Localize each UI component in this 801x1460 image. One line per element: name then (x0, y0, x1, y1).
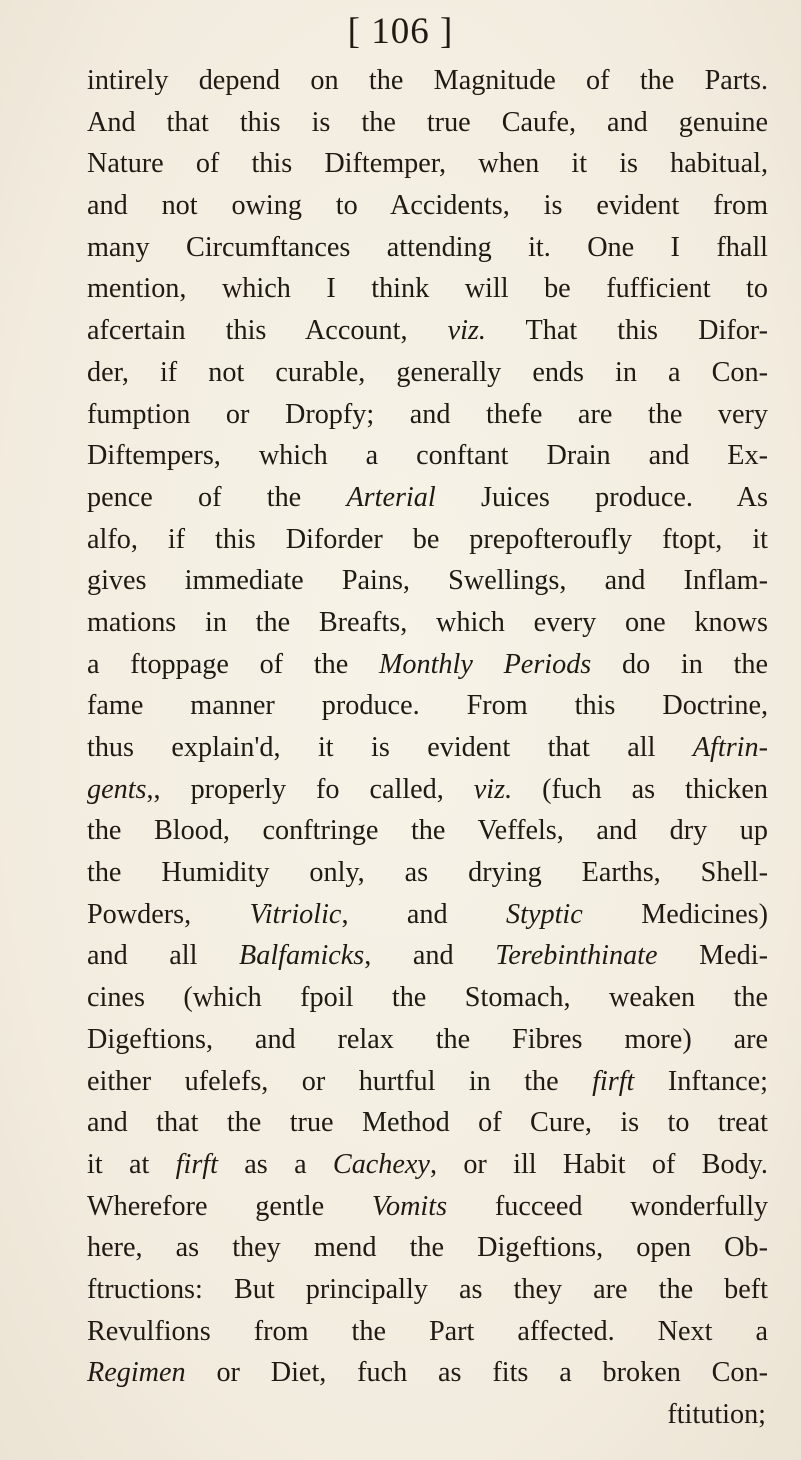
text-line (87, 394, 768, 436)
text-line (87, 435, 768, 477)
italic-segment: Vomits (371, 1190, 448, 1222)
italic-segment: Regimen (87, 1357, 186, 1389)
text-segment: (fuch as thicken (512, 773, 768, 805)
text-line (87, 977, 768, 1019)
text-line (87, 185, 768, 227)
text-line (87, 727, 768, 769)
page-number: [ 106 ] (347, 11, 454, 52)
italic-segment: Aftrin- (692, 732, 768, 763)
text-segment: Inftance; (634, 1065, 768, 1097)
text-line (87, 935, 768, 977)
text-segment: Juices produce. As (435, 481, 768, 513)
italic-segment: firft (175, 1148, 218, 1180)
text-segment: or Diet, fuch as fits a broken Con- (185, 1357, 768, 1389)
text-segment: gives immediate Pains, Swellings, and Inflam- (87, 565, 768, 597)
text-line (87, 685, 768, 727)
text-segment: , and (341, 898, 507, 930)
text-segment: the Blood, conftringe the Veffels, and dry up (87, 815, 768, 847)
text-line (87, 1352, 768, 1394)
text-segment: Nature of this Diftemper, when it is habitual, (87, 148, 768, 180)
italic-segment: Arterial (346, 481, 436, 513)
italic-segment: Terebinthinate (495, 940, 658, 972)
text-line (87, 1019, 768, 1061)
text-segment: here, as they mend the Digeftions, open Ob- (87, 1232, 768, 1264)
text-line (87, 60, 768, 102)
text-line (87, 810, 768, 852)
text-segment: either ufelefs, or hurtful in the (87, 1065, 593, 1097)
text-line (87, 477, 768, 519)
text-segment: do in the (591, 648, 768, 680)
text-segment: Digeftions, and relax the Fibres more) are (87, 1023, 768, 1055)
text-line (87, 560, 768, 602)
text-segment: fame manner produce. From this Doctrine, (87, 690, 768, 722)
text-segment: and that the true Method of Cure, is to treat (87, 1107, 768, 1139)
text-line (87, 894, 768, 936)
text-segment: it at (87, 1148, 176, 1180)
text-segment: many Circumftances attending it. One I fhall (87, 231, 768, 263)
text-segment: pence of the (87, 481, 347, 513)
text-segment: Medicines) (582, 898, 768, 930)
text-line (87, 602, 768, 644)
text-segment: fumption or Dropfy; and thefe are the very (87, 398, 768, 430)
text-segment: mention, which I think will be fufficient to (87, 273, 768, 305)
text-segment: alfo, if this Diforder be prepofteroufly ftopt, it (87, 523, 768, 555)
text-segment: and not owing to Accidents, is evident from (87, 190, 768, 222)
text-segment: fucceed wonderfully (447, 1190, 768, 1222)
text-line (87, 1394, 768, 1436)
text-line (87, 1269, 768, 1311)
italic-segment: Balfamicks (239, 940, 365, 972)
body-text (87, 60, 768, 1436)
text-segment: mations in the Breafts, which every one knows (87, 606, 768, 638)
text-segment: and all (87, 940, 240, 972)
text-segment: a ftoppage of the (87, 648, 379, 680)
text-segment: ftitution; (667, 1399, 766, 1430)
text-segment: thus explain'd, it is evident that all (87, 732, 693, 763)
text-segment: cines (which fpoil the Stomach, weaken the (87, 982, 768, 1014)
text-segment: as a (217, 1148, 333, 1180)
text-line (87, 352, 768, 394)
text-line (87, 1102, 768, 1144)
text-line (87, 1061, 768, 1103)
text-segment: And that this is the true Caufe, and genuine (87, 106, 768, 138)
italic-segment: Vitriolic (249, 898, 342, 930)
text-segment: ,, properly fo called, (146, 773, 474, 805)
text-segment: , and (364, 940, 496, 972)
text-line (87, 1311, 768, 1353)
text-segment: That this Difor- (485, 315, 769, 347)
text-line (87, 102, 768, 144)
text-line (87, 519, 768, 561)
text-segment: afcertain this Account, (87, 315, 448, 347)
text-line (87, 143, 768, 185)
text-line (87, 852, 768, 894)
text-line (87, 1227, 768, 1269)
text-segment: Powders, (87, 898, 250, 930)
text-line (87, 310, 768, 352)
text-line (87, 1144, 768, 1186)
text-line (87, 769, 768, 811)
text-segment: Diftempers, which a conftant Drain and Ex- (87, 440, 768, 472)
text-segment: Medi- (657, 940, 768, 972)
text-line (87, 227, 768, 269)
italic-segment: Cachexy (332, 1148, 430, 1180)
italic-segment: viz. (447, 315, 486, 347)
text-line (87, 1186, 768, 1228)
text-line (87, 268, 768, 310)
text-segment: the Humidity only, as drying Earths, Shell- (87, 857, 768, 889)
italic-segment: Styptic (506, 898, 583, 930)
italic-segment: Monthly Periods (378, 648, 592, 680)
text-segment: der, if not curable, generally ends in a Con- (87, 356, 768, 388)
italic-segment: viz. (473, 773, 513, 805)
text-segment: , or ill Habit of Body. (429, 1148, 768, 1180)
italic-segment: firft (592, 1065, 635, 1097)
text-line (87, 644, 768, 686)
text-segment: intirely depend on the Magnitude of the Parts. (87, 65, 768, 96)
text-segment: Revulfions from the Part affected. Next a (87, 1315, 768, 1347)
text-segment: ftructions: But principally as they are the beft (87, 1273, 768, 1305)
text-segment: Wherefore gentle (87, 1190, 372, 1222)
italic-segment: gents (87, 773, 147, 805)
